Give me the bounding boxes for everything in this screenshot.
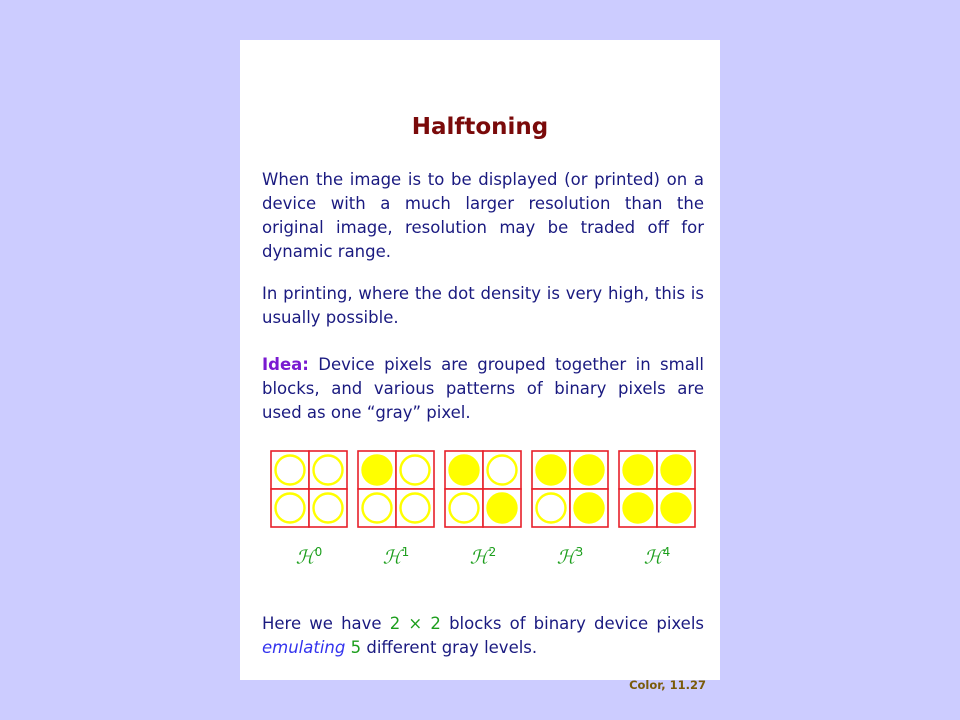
filled-dot [488, 494, 517, 523]
halftone-patterns [270, 450, 700, 530]
empty-dot [276, 494, 305, 523]
halftone-block-3 [531, 450, 609, 528]
empty-dot [488, 456, 517, 485]
summary-part1: Here we have [262, 614, 390, 633]
halftone-block-0 [270, 450, 348, 528]
halftone-label-sup: 2 [488, 545, 497, 559]
filled-dot [624, 494, 653, 523]
summary-part4: different gray levels. [361, 638, 538, 657]
empty-dot [276, 456, 305, 485]
filled-dot [575, 494, 604, 523]
empty-dot [401, 494, 430, 523]
halftone-block-2 [444, 450, 522, 528]
halftone-label-base: ℋ [643, 546, 663, 569]
paragraph-printing: In printing, where the dot density is very high, this is usually possible. [262, 284, 704, 327]
paragraph-summary [262, 612, 704, 660]
halftone-block-svg-0 [270, 450, 348, 528]
halftone-label-4 [618, 545, 696, 568]
slide-page [240, 40, 720, 692]
empty-dot [401, 456, 430, 485]
halftone-block-svg-1 [357, 450, 435, 528]
halftone-label-base: ℋ [295, 546, 315, 569]
empty-dot [363, 494, 392, 523]
halftone-label-base: ℋ [469, 546, 489, 569]
summary-block-size: 2 × 2 [389, 614, 441, 633]
halftone-label-1 [357, 545, 435, 568]
halftone-label-sup: 0 [314, 545, 323, 559]
paragraph-resolution: When the image is to be displayed (or printed) on a device with a much larger resolution than the original image, resolution may be traded off for dynamic range. [262, 170, 704, 261]
halftone-block-1 [357, 450, 435, 528]
halftone-label-sup: 4 [662, 545, 671, 559]
filled-dot [450, 456, 479, 485]
halftone-label-base: ℋ [382, 546, 402, 569]
halftone-label-base: ℋ [556, 546, 576, 569]
halftone-label-sup: 1 [401, 545, 410, 559]
halftone-block-svg-3 [531, 450, 609, 528]
filled-dot [575, 456, 604, 485]
slide-title: Halftoning [411, 114, 549, 140]
empty-dot [450, 494, 479, 523]
halftone-block-svg-4 [618, 450, 696, 528]
halftone-label-sup: 3 [575, 545, 584, 559]
empty-dot [314, 456, 343, 485]
halftone-block-4 [618, 450, 696, 528]
summary-count: 5 [350, 638, 362, 657]
halftone-label-2 [444, 545, 522, 568]
idea-text: Device pixels are grouped together in small blocks, and various patterns of binary pixels are used as one “gray” pixel. [262, 355, 704, 422]
halftone-labels [270, 545, 700, 575]
summary-emulating: emulating [262, 638, 346, 657]
idea-label: Idea: [262, 355, 309, 374]
filled-dot [662, 456, 691, 485]
halftone-block-svg-2 [444, 450, 522, 528]
empty-dot [314, 494, 343, 523]
summary-part2: blocks of binary device pixels [440, 614, 705, 633]
paragraph-idea [262, 353, 704, 425]
empty-dot [537, 494, 566, 523]
filled-dot [624, 456, 653, 485]
halftone-label-3 [531, 545, 609, 568]
filled-dot [363, 456, 392, 485]
halftone-label-0 [270, 545, 348, 568]
filled-dot [662, 494, 691, 523]
filled-dot [537, 456, 566, 485]
slide-footer: Color, 11.27 [629, 678, 706, 692]
